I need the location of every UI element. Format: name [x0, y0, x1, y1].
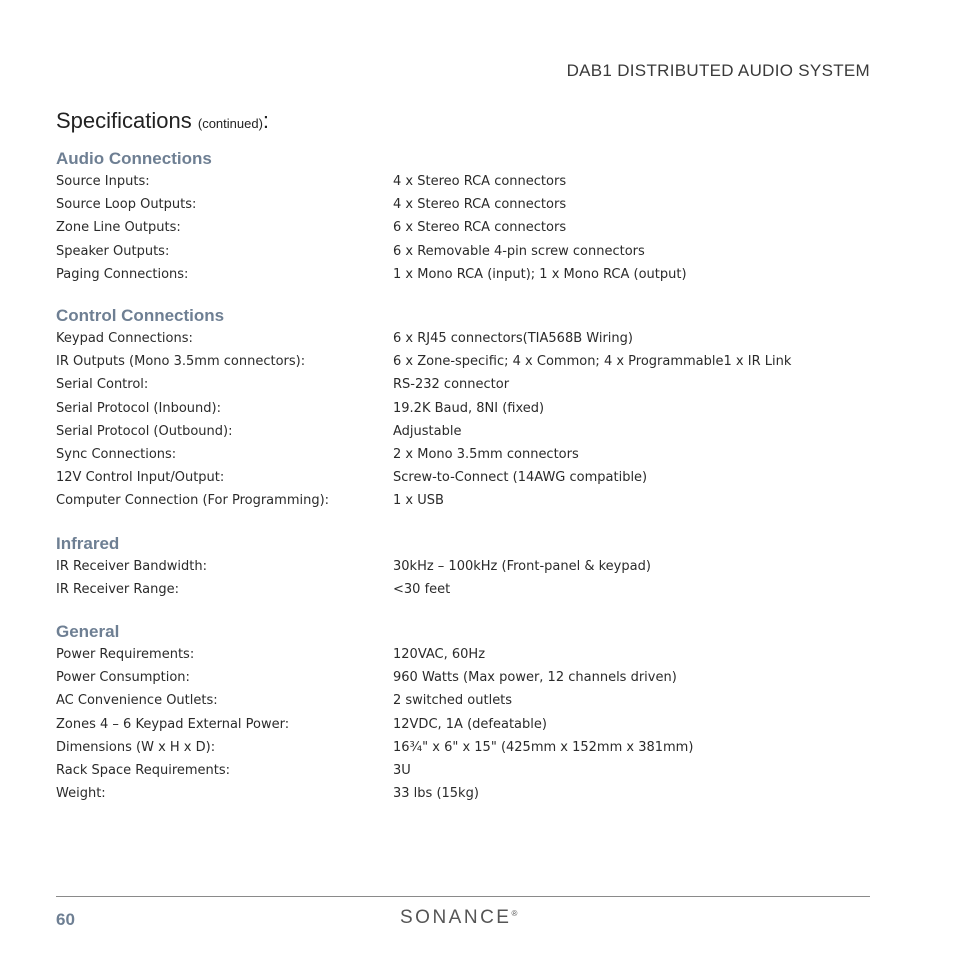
document-header-title: DAB1 DISTRIBUTED AUDIO SYSTEM — [566, 61, 870, 80]
spec-value: 2 x Mono 3.5mm connectors — [393, 446, 579, 462]
spec-row — [56, 713, 856, 736]
spec-row — [56, 240, 856, 263]
spec-value: 4 x Stereo RCA connectors — [393, 197, 567, 213]
spec-label: Serial Control: — [56, 377, 149, 393]
footer-divider — [56, 896, 870, 897]
spec-label: Power Requirements: — [56, 647, 195, 662]
spec-value: 16¾" x 6" x 15" (425mm x 152mm x 381mm) — [393, 739, 694, 755]
spec-label: IR Outputs (Mono 3.5mm connectors): — [56, 354, 306, 370]
spec-label: Dimensions (W x H x D): — [56, 739, 216, 755]
spec-row — [56, 489, 856, 512]
spec-row — [56, 263, 856, 286]
spec-row — [56, 397, 856, 420]
spec-label: Source Loop Outputs: — [56, 197, 197, 213]
spec-label: Serial Protocol (Inbound): — [56, 400, 221, 416]
spec-value: 12VDC, 1A (defeatable) — [393, 716, 547, 732]
spec-row — [56, 443, 856, 466]
spec-value: 6 x Stereo RCA connectors — [393, 220, 567, 236]
spec-value: 960 Watts (Max power, 12 channels driven) — [393, 670, 677, 686]
spec-row — [56, 643, 856, 666]
spec-row — [56, 373, 856, 396]
spec-row — [56, 759, 856, 782]
spec-row — [56, 666, 856, 689]
section-heading: Audio Connections — [56, 149, 212, 168]
spec-value: 2 switched outlets — [393, 693, 513, 709]
spec-row — [56, 466, 856, 489]
spec-label: Zone Line Outputs: — [56, 220, 181, 236]
spec-row — [56, 555, 856, 578]
spec-label: Computer Connection (For Programming): — [56, 493, 330, 509]
spec-value: Adjustable — [393, 423, 462, 439]
spec-label: Serial Protocol (Outbound): — [56, 423, 233, 439]
spec-row — [56, 578, 856, 601]
section-audio-connections — [56, 148, 856, 286]
brand-name: SONANCE — [400, 907, 512, 928]
spec-label: IR Receiver Range: — [56, 582, 179, 598]
spec-label: Speaker Outputs: — [56, 243, 170, 259]
spec-value: 1 x USB — [393, 493, 444, 509]
spec-value: 4 x Stereo RCA connectors — [393, 174, 567, 189]
section-heading: Infrared — [56, 534, 120, 553]
page-title — [56, 108, 269, 134]
section-heading: Control Connections — [56, 306, 225, 325]
spec-row — [56, 327, 856, 350]
spec-label: 12V Control Input/Output: — [56, 470, 225, 486]
spec-label: Zones 4 – 6 Keypad External Power: — [56, 716, 290, 732]
registered-mark: ® — [511, 909, 518, 918]
spec-value: 3U — [393, 762, 411, 778]
spec-label: Rack Space Requirements: — [56, 762, 231, 778]
page-title-text: Specifications — [56, 108, 192, 133]
spec-label: Paging Connections: — [56, 266, 189, 282]
spec-value: 19.2K Baud, 8NI (fixed) — [393, 400, 545, 416]
spec-row — [56, 350, 856, 373]
spec-label: Power Consumption: — [56, 670, 190, 686]
spec-label: Weight: — [56, 786, 106, 802]
spec-value: 6 x RJ45 connectors(TIA568B Wiring) — [393, 331, 633, 346]
spec-value: 6 x Zone-specific; 4 x Common; 4 x Programmable1 x IR Link — [393, 354, 792, 370]
spec-value: Screw-to-Connect (14AWG compatible) — [393, 470, 648, 486]
spec-value: 120VAC, 60Hz — [393, 647, 486, 662]
spec-value: RS-232 connector — [393, 377, 510, 393]
spec-value: 6 x Removable 4-pin screw connectors — [393, 243, 645, 259]
spec-row — [56, 170, 856, 193]
spec-row — [56, 216, 856, 239]
spec-label: Keypad Connections: — [56, 331, 193, 346]
spec-row — [56, 193, 856, 216]
section-general — [56, 621, 856, 805]
section-infrared — [56, 533, 856, 601]
section-heading: General — [56, 622, 120, 641]
brand-logo — [400, 907, 517, 929]
spec-row — [56, 782, 856, 805]
spec-label: Source Inputs: — [56, 174, 150, 189]
spec-row — [56, 420, 856, 443]
page-title-suffix: : — [262, 108, 270, 133]
spec-label: AC Convenience Outlets: — [56, 693, 218, 709]
spec-value: 1 x Mono RCA (input); 1 x Mono RCA (output) — [393, 266, 687, 282]
page-title-note: (continued) — [197, 116, 263, 131]
spec-label: IR Receiver Bandwidth: — [56, 559, 207, 574]
spec-value: <30 feet — [393, 582, 451, 598]
spec-label: Sync Connections: — [56, 446, 177, 462]
page-number: 60 — [56, 910, 75, 929]
spec-value: 30kHz – 100kHz (Front-panel & keypad) — [393, 559, 651, 574]
section-control-connections — [56, 305, 856, 513]
spec-row — [56, 689, 856, 712]
spec-value: 33 lbs (15kg) — [393, 786, 479, 802]
spec-row — [56, 736, 856, 759]
